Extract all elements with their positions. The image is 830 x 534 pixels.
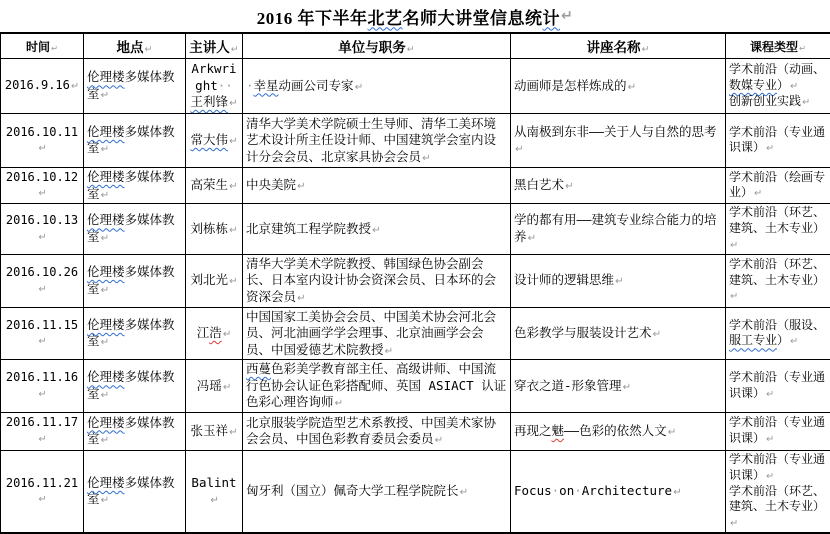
- text-run: 学的都有用——建筑专业综合能力的培养: [514, 212, 717, 244]
- paragraph: [246, 221, 507, 238]
- text-run: 清华大学美术学院硕士生导师、清华工美环境艺术设计所主任设计师、中国建筑学会室内设计分会会员、北京家具协会会员: [246, 116, 496, 164]
- paragraph: [87, 317, 182, 350]
- text-run: 课程类型: [750, 40, 798, 54]
- cell-time: [1, 114, 84, 168]
- text-run: 动画公司专家: [279, 78, 354, 93]
- paragraph: [87, 415, 182, 448]
- paragraph-mark: ↵: [672, 486, 682, 498]
- paragraph-mark: ↵: [100, 189, 110, 201]
- paragraph-mark: ↵: [765, 143, 774, 154]
- text-run: 从南极到东非——关于人与自然的思考: [514, 124, 717, 139]
- paragraph: [4, 265, 80, 297]
- paragraph-mark: ↵: [37, 188, 46, 199]
- cell-location: [84, 59, 186, 114]
- paragraph-mark: ↵: [37, 284, 46, 295]
- paragraph: [189, 423, 239, 440]
- text-run: 多媒体教室: [87, 124, 175, 156]
- paragraph: [246, 483, 507, 500]
- paragraph: [729, 205, 827, 253]
- paragraph-mark: ↵: [228, 135, 238, 147]
- paragraph-mark: ↵: [652, 328, 662, 340]
- paragraph-mark: ↵: [406, 44, 415, 55]
- text-run: 2016.11.17: [6, 415, 78, 429]
- text-run: 中央美院: [246, 177, 296, 192]
- text-run: Focus: [514, 483, 552, 498]
- cell-location: [84, 168, 186, 204]
- cell-organization: [243, 412, 511, 450]
- text-run: ——色彩的依然人文: [564, 423, 667, 438]
- header-organization: [243, 33, 511, 59]
- paragraph: [729, 257, 827, 305]
- paragraph-mark: ↵: [228, 426, 238, 438]
- cell-time: [1, 450, 84, 533]
- text-run: 浩: [209, 325, 222, 340]
- text-run: 数媒专业: [729, 78, 777, 92]
- paragraph-mark: ↵: [228, 224, 238, 236]
- paragraph-mark: ↵: [434, 434, 444, 446]
- paragraph: [729, 62, 827, 94]
- paragraph: [729, 452, 827, 484]
- paragraph-mark: ↵: [459, 486, 469, 498]
- paragraph-mark: ↵: [222, 328, 232, 340]
- cell-organization: [243, 360, 511, 413]
- paragraph-mark: ↵: [37, 143, 46, 154]
- text-run: 常大伟: [190, 132, 228, 147]
- text-run: 多媒体教室: [87, 212, 175, 244]
- paragraph-mark: ↵: [371, 224, 381, 236]
- cell-speaker: [186, 59, 243, 114]
- text-run: 幸星: [254, 78, 279, 93]
- paragraph-mark: ↵: [789, 336, 798, 347]
- paragraph: [729, 484, 827, 532]
- paragraph: [246, 177, 507, 194]
- paragraph: [189, 378, 239, 395]
- text-run: 伦理楼: [87, 317, 125, 332]
- text-run: 伦理楼: [87, 415, 125, 430]
- text-run: 伦理楼: [87, 475, 125, 490]
- text-run: 2016 年下半年: [257, 4, 368, 29]
- cell-time: [1, 412, 84, 450]
- paragraph: [729, 125, 827, 157]
- table-row: [1, 168, 830, 204]
- cell-time: [1, 59, 84, 114]
- paragraph-mark: ↵: [144, 44, 153, 55]
- text-run: 2016.11.15: [6, 318, 78, 332]
- text-run: 伦理楼: [87, 369, 125, 384]
- paragraph: [4, 213, 80, 245]
- cell-lecture: [511, 204, 726, 255]
- paragraph: [189, 177, 239, 194]
- text-run: 地点: [117, 40, 144, 56]
- cell-lecture: [511, 254, 726, 307]
- cell-organization: [243, 254, 511, 307]
- paragraph: [4, 370, 80, 402]
- paragraph: [87, 475, 182, 508]
- cell-speaker: [186, 254, 243, 307]
- table-row: [1, 114, 830, 168]
- cell-time: [1, 307, 84, 360]
- text-run: 创新创业实践: [729, 94, 801, 108]
- paragraph-mark: ↵: [296, 292, 306, 304]
- paragraph: [514, 212, 722, 245]
- paragraph: [87, 369, 182, 402]
- cell-course_type: [726, 204, 830, 255]
- text-run: 服工专业: [729, 333, 777, 347]
- paragraph-mark: ↵: [37, 494, 46, 505]
- text-run: 2016.10.13: [6, 213, 78, 227]
- cell-lecture: [511, 307, 726, 360]
- paragraph-mark: ↵: [37, 232, 46, 243]
- cell-location: [84, 307, 186, 360]
- header-location: [84, 33, 186, 59]
- paragraph: [514, 78, 722, 95]
- cell-speaker: [186, 307, 243, 360]
- table-row: [1, 412, 830, 450]
- cell-course_type: [726, 360, 830, 413]
- paragraph-mark: ↵: [100, 232, 110, 244]
- text-run: 多媒体教室: [87, 169, 175, 201]
- paragraph: [4, 415, 80, 447]
- paragraph: [189, 272, 239, 289]
- cell-organization: [243, 168, 511, 204]
- table-row: [1, 59, 830, 114]
- text-run: 名师大讲堂信息统: [403, 4, 543, 29]
- paragraph: [4, 318, 80, 350]
- table-row: [1, 360, 830, 413]
- paragraph-mark: ↵: [564, 180, 574, 192]
- paragraph-mark: ↵: [801, 97, 810, 108]
- text-run: ·: [574, 483, 582, 498]
- paragraph: [514, 124, 722, 157]
- cell-lecture: [511, 412, 726, 450]
- header-speaker: [186, 33, 243, 59]
- table-body: [1, 59, 830, 534]
- paragraph-mark: ↵: [527, 232, 537, 244]
- paragraph-mark: ↵: [37, 336, 46, 347]
- paragraph: [189, 475, 239, 508]
- cell-speaker: [186, 450, 243, 533]
- paragraph: [729, 370, 827, 402]
- cell-lecture: [511, 168, 726, 204]
- cell-lecture: [511, 450, 726, 533]
- text-run: 单位与职务: [338, 40, 406, 56]
- text-run: 伦理楼: [87, 69, 125, 84]
- text-run: 学术前沿（专业通识课）: [729, 370, 825, 400]
- text-run: 学术前沿（环艺、建筑、土木专业）: [729, 484, 825, 514]
- paragraph-mark: ↵: [627, 81, 637, 93]
- header-course_type: [726, 33, 830, 59]
- text-run: 伦理楼: [87, 212, 125, 227]
- paragraph: [87, 69, 182, 102]
- text-run: ··: [218, 78, 233, 93]
- table-row: [1, 204, 830, 255]
- header-time: [1, 33, 84, 59]
- text-run: 清华大学美术学院教授、韩国绿色协会副会长、日本室内设计协会资深会员、日本环的会资深会员: [246, 256, 496, 304]
- text-run: 学术前沿（服设、: [729, 318, 825, 332]
- paragraph: [514, 423, 722, 440]
- table-row: [1, 254, 830, 307]
- text-run: 学术前沿（专业通识课）: [729, 125, 825, 155]
- table-row: [1, 307, 830, 360]
- paragraph-mark: ↵: [729, 291, 738, 302]
- text-run: 西蔓: [246, 361, 271, 376]
- text-run: 刘北光: [190, 272, 228, 287]
- paragraph-mark: ↵: [789, 81, 798, 92]
- text-run: 魅: [552, 423, 565, 438]
- paragraph: [189, 132, 239, 149]
- text-run: 学术前沿（专业通识课）: [729, 452, 825, 482]
- text-run: 动画师是怎样炼成的: [514, 78, 627, 93]
- cell-organization: [243, 204, 511, 255]
- text-run: 2016.11.21: [6, 476, 78, 490]
- paragraph-mark: ↵: [70, 81, 79, 92]
- paragraph: [4, 125, 80, 157]
- paragraph: [729, 170, 827, 202]
- cell-course_type: [726, 168, 830, 204]
- text-run: 多媒体教室: [87, 415, 175, 447]
- paragraph: [4, 170, 80, 202]
- text-run: 多媒体教室: [87, 317, 175, 349]
- paragraph-mark: ↵: [514, 143, 524, 155]
- paragraph: [514, 378, 722, 395]
- text-run: 讲座名称: [587, 40, 641, 56]
- paragraph-mark: ↵: [100, 336, 110, 348]
- text-run: 多媒体教室: [87, 264, 175, 296]
- paragraph-mark: ↵: [230, 44, 239, 55]
- text-run: 冯瑶: [197, 378, 222, 393]
- paragraph-mark: ↵: [100, 284, 110, 296]
- text-run: 刘栋栋: [190, 221, 228, 236]
- text-run: 中国国家工美协会会员、中国美术协会河北会员、河北油画学学会理事、北京油画学会会员、中国爱德艺术院教授: [246, 309, 496, 357]
- text-run: 高荣生: [190, 177, 228, 192]
- cell-course_type: [726, 254, 830, 307]
- text-run: 时间: [26, 40, 50, 54]
- paragraph: [246, 361, 507, 411]
- cell-speaker: [186, 412, 243, 450]
- paragraph-mark: ↵: [667, 426, 677, 438]
- paragraph: [4, 476, 80, 508]
- paragraph-mark: ↵: [37, 434, 46, 445]
- paragraph: [87, 264, 182, 297]
- paragraph-mark: ↵: [729, 240, 738, 251]
- cell-organization: [243, 59, 511, 114]
- cell-lecture: [511, 360, 726, 413]
- paragraph: [189, 325, 239, 342]
- paragraph: [246, 256, 507, 306]
- cell-speaker: [186, 204, 243, 255]
- paragraph: [729, 94, 827, 110]
- text-run: 学术前沿（环艺、建筑、土木专业）: [729, 205, 825, 235]
- text-run: 江: [197, 325, 210, 340]
- text-run: Architecture: [582, 483, 672, 498]
- cell-location: [84, 412, 186, 450]
- paragraph-mark: ↵: [560, 8, 573, 24]
- paragraph-mark: ↵: [798, 43, 806, 53]
- paragraph-mark: ↵: [421, 152, 431, 164]
- text-run: 学术前沿（环艺、建筑、土木专业）: [729, 257, 825, 287]
- text-run: 匈牙利（国立）佩奇大学工程学院院长: [246, 483, 459, 498]
- text-run: 色彩教学与服装设计艺术: [514, 325, 652, 340]
- cell-location: [84, 360, 186, 413]
- text-run: 北艺: [368, 4, 403, 29]
- cell-time: [1, 254, 84, 307]
- text-run: ）: [777, 78, 789, 92]
- text-run: 2016.10.11: [6, 125, 78, 139]
- cell-lecture: [511, 114, 726, 168]
- paragraph: [246, 116, 507, 166]
- paragraph: [87, 212, 182, 245]
- lecture-table: [0, 32, 830, 534]
- paragraph-mark: ↵: [729, 518, 738, 529]
- text-run: on: [559, 483, 574, 498]
- paragraph: [514, 177, 722, 194]
- cell-course_type: [726, 412, 830, 450]
- text-run: 北京服装学院造型艺术系教授、中国美术家协会会员、中国色彩教育委员会委员: [246, 415, 496, 447]
- cell-time: [1, 204, 84, 255]
- paragraph: [246, 78, 507, 95]
- paragraph-mark: ↵: [37, 389, 46, 400]
- paragraph-mark: ↵: [614, 275, 624, 287]
- paragraph-mark: ↵: [100, 434, 110, 446]
- text-run: 2016.10.26: [6, 265, 78, 279]
- paragraph-mark: ↵: [765, 389, 774, 400]
- text-run: 2016.9.16: [5, 78, 70, 92]
- paragraph-mark: ↵: [228, 97, 238, 109]
- cell-lecture: [511, 59, 726, 114]
- cell-course_type: [726, 59, 830, 114]
- paragraph-mark: ↵: [100, 89, 110, 101]
- paragraph-mark: ↵: [228, 180, 238, 192]
- text-run: 穿衣之道-形象管理: [514, 378, 622, 393]
- text-run: Arkwright: [191, 61, 236, 93]
- paragraph: [87, 169, 182, 202]
- paragraph-mark: ↵: [222, 381, 232, 393]
- header-lecture: [511, 33, 726, 59]
- paragraph-mark: ↵: [209, 494, 219, 506]
- paragraph: [729, 318, 827, 350]
- paragraph: [189, 221, 239, 238]
- paragraph-mark: ↵: [100, 389, 110, 401]
- paragraph-mark: ↵: [100, 143, 110, 155]
- cell-course_type: [726, 307, 830, 360]
- paragraph: [729, 415, 827, 447]
- cell-organization: [243, 114, 511, 168]
- text-run: 再现之: [514, 423, 552, 438]
- text-run: 北京建筑工程学院教授: [246, 221, 371, 236]
- cell-time: [1, 360, 84, 413]
- table-row: [1, 450, 830, 533]
- paragraph-mark: ↵: [296, 180, 306, 192]
- paragraph: [246, 309, 507, 359]
- cell-organization: [243, 450, 511, 533]
- text-run: 黑白艺术: [514, 177, 564, 192]
- paragraph-mark: ↵: [753, 188, 762, 199]
- paragraph-mark: ↵: [50, 43, 58, 53]
- paragraph-mark: ↵: [354, 81, 364, 93]
- text-run: 伦理楼: [87, 169, 125, 184]
- cell-location: [84, 254, 186, 307]
- text-run: 计: [543, 4, 561, 29]
- text-run: 多媒体教室: [87, 69, 175, 101]
- text-run: 色彩美学教育部主任、高级讲师、中国流行色协会认证色彩搭配师、英国 ASIACT 认证色彩心理咨询师: [246, 361, 506, 409]
- cell-course_type: [726, 450, 830, 533]
- paragraph: [246, 415, 507, 448]
- cell-organization: [243, 307, 511, 360]
- text-run: 王利锋: [190, 94, 228, 109]
- cell-speaker: [186, 360, 243, 413]
- cell-location: [84, 450, 186, 533]
- text-run: ·: [246, 78, 254, 93]
- text-run: 2016.11.16: [6, 370, 78, 384]
- paragraph-mark: ↵: [765, 471, 774, 482]
- table-header-row: [1, 33, 830, 59]
- paragraph: [514, 483, 722, 500]
- paragraph-mark: ↵: [334, 397, 344, 409]
- paragraph-mark: ↵: [384, 345, 394, 357]
- text-run: 学术前沿（动画、: [729, 62, 825, 76]
- cell-time: [1, 168, 84, 204]
- paragraph: [514, 325, 722, 342]
- cell-location: [84, 114, 186, 168]
- text-run: 设计师的逻辑思维: [514, 272, 614, 287]
- paragraph-mark: ↵: [228, 275, 238, 287]
- text-run: 学术前沿（绘画专业）: [729, 170, 825, 200]
- text-run: 多媒体教室: [87, 475, 175, 507]
- cell-location: [84, 204, 186, 255]
- text-run: 2016.10.12: [6, 170, 78, 184]
- paragraph: [514, 272, 722, 289]
- paragraph-mark: ↵: [641, 44, 650, 55]
- text-run: ·: [552, 483, 560, 498]
- paragraph: [87, 124, 182, 157]
- text-run: ）: [777, 333, 789, 347]
- document-title: [0, 0, 830, 32]
- paragraph-mark: ↵: [622, 381, 632, 393]
- text-run: Balint: [191, 475, 236, 490]
- paragraph: [4, 78, 80, 94]
- cell-speaker: [186, 114, 243, 168]
- cell-course_type: [726, 114, 830, 168]
- paragraph: [189, 61, 239, 111]
- text-run: 伦理楼: [87, 124, 125, 139]
- text-run: 张玉祥: [190, 423, 228, 438]
- text-run: 学术前沿（专业通识课）: [729, 415, 825, 445]
- paragraph-mark: ↵: [765, 434, 774, 445]
- cell-speaker: [186, 168, 243, 204]
- text-run: 多媒体教室: [87, 369, 175, 401]
- paragraph-mark: ↵: [100, 494, 110, 506]
- text-run: 主讲人: [189, 40, 230, 56]
- text-run: 伦理楼: [87, 264, 125, 279]
